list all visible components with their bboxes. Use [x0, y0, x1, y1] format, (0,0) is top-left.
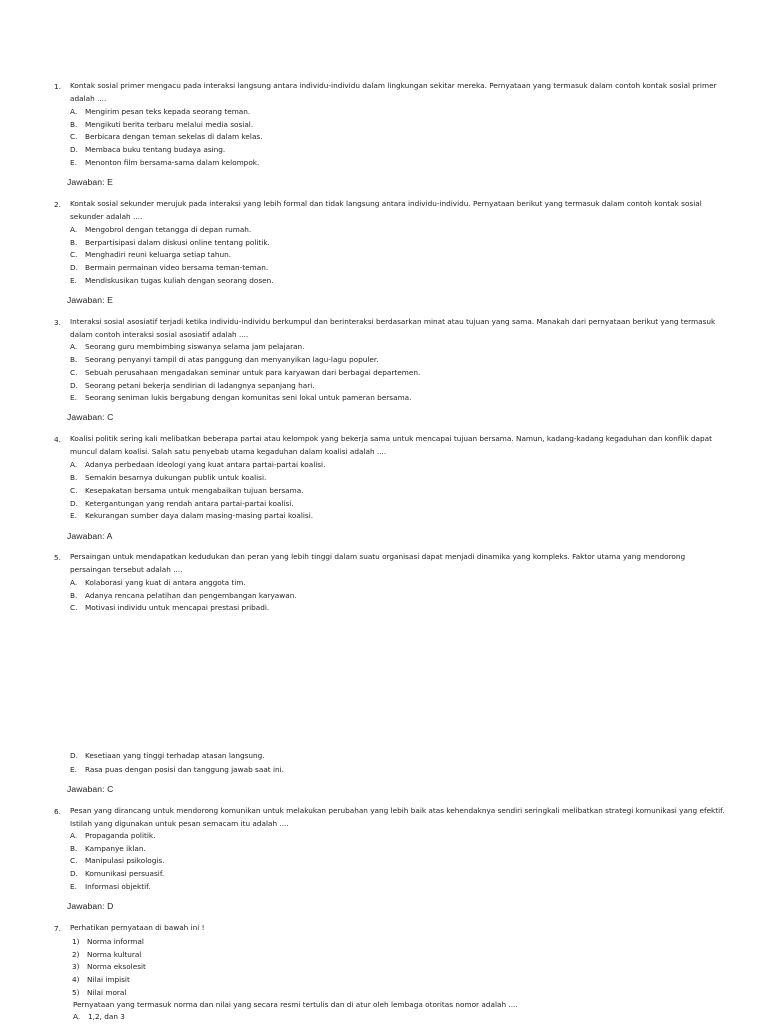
option-letter: B.	[70, 591, 78, 600]
answer-label: Jawaban: E	[67, 177, 113, 187]
option-text: Manipulasi psikologis.	[85, 856, 165, 865]
question-text: Interaksi sosial asosiatif terjadi ketika individu-individu berkumpul dan berinteraksi berdasarkan minat atau tujuan yang sama. Manakah dari pernyataan berikut yang termasuk dalam contoh interaksi sosial asosiatif adalah ....	[70, 317, 716, 339]
option-letter: D.	[70, 499, 78, 508]
question-text: Kontak sosial primer mengacu pada interaksi langsung antara individu-individu dalam lingkungan sekitar mereka. Pernyataan yang termasuk dalam contoh kontak sosial primer adalah ....	[70, 81, 717, 103]
statement-text: Norma kultural	[87, 950, 142, 959]
question-text: Persaingan untuk mendapatkan kedudukan dan peran yang lebih tinggi dalam suatu organisasi dapat menjadi dinamika yang kompleks. Faktor utama yang mendorong persaingan tersebut adalah ....	[70, 552, 686, 574]
question-text: Kontak sosial sekunder merujuk pada interaksi yang lebih formal dan tidak langsung antara individu-individu. Pernyataan berikut yang termasuk dalam contoh kontak sosial sekunder adalah ....	[70, 199, 702, 221]
option-text: Propaganda politik.	[85, 831, 156, 840]
answer-label: Jawaban: C	[67, 784, 114, 794]
option-text: Ketergantungan yang rendah antara partai-partai koalisi.	[85, 499, 294, 508]
option-letter: B.	[70, 120, 78, 129]
option-text: 1,2, dan 3	[88, 1012, 125, 1021]
question-number: 6.	[54, 807, 61, 816]
option-letter: D.	[70, 263, 78, 272]
statement-text: Nilai moral	[87, 988, 127, 997]
option-text: Seorang penyanyi tampil di atas panggung dan menyanyikan lagu-lagu populer.	[85, 355, 379, 364]
answer-label: Jawaban: C	[67, 412, 114, 422]
option-letter: A.	[70, 225, 78, 234]
option-text: Membaca buku tentang budaya asing.	[85, 145, 226, 154]
statement-text: Norma informal	[87, 937, 144, 946]
answer-label: Jawaban: A	[67, 531, 113, 541]
option-letter: B.	[70, 473, 78, 482]
option-letter: C.	[70, 486, 78, 495]
option-text: Komunikasi persuasif.	[85, 869, 165, 878]
option-text: Mengirim pesan teks kepada seorang teman.	[85, 107, 251, 116]
option-letter: D.	[70, 145, 78, 154]
statement-text: Nilai impisit	[87, 975, 130, 984]
option-letter: C.	[70, 603, 78, 612]
option-letter: E.	[70, 765, 77, 774]
question-number: 1.	[54, 82, 61, 91]
option-text: Berpartisipasi dalam diskusi online tentang politik.	[85, 238, 270, 247]
option-text: Adanya rencana pelatihan dan pengembangan karyawan.	[85, 591, 297, 600]
option-text: Mengikuti berita terbaru melalui media sosial.	[85, 120, 254, 129]
option-letter: B.	[70, 238, 78, 247]
option-text: Berbicara dengan teman sekelas di dalam kelas.	[85, 132, 263, 141]
statement-number: 1)	[72, 937, 80, 946]
option-letter: D.	[70, 751, 78, 760]
option-text: Seorang petani bekerja sendirian di ladangnya sepanjang hari.	[85, 381, 315, 390]
option-text: Seorang guru membimbing siswanya selama jam pelajaran.	[85, 342, 305, 351]
option-text: Menghadiri reuni keluarga setiap tahun.	[85, 250, 232, 259]
option-letter: D.	[70, 869, 78, 878]
option-letter: C.	[70, 132, 78, 141]
question-number: 7.	[54, 924, 61, 933]
option-text: Bermain permainan video bersama teman-teman.	[85, 263, 269, 272]
option-text: Semakin besarnya dukungan publik untuk koalisi.	[85, 473, 267, 482]
question-number: 3.	[54, 318, 61, 327]
option-text: Motivasi individu untuk mencapai prestasi pribadi.	[85, 603, 270, 612]
option-letter: E.	[70, 158, 77, 167]
option-letter: A.	[70, 831, 78, 840]
option-letter: B.	[70, 355, 78, 364]
option-letter: A.	[70, 460, 78, 469]
statement-number: 5)	[72, 988, 80, 997]
option-letter: C.	[70, 856, 78, 865]
option-letter: A.	[70, 342, 78, 351]
option-text: Adanya perbedaan ideologi yang kuat antara partai-partai koalisi.	[85, 460, 326, 469]
answer-label: Jawaban: E	[67, 295, 113, 305]
question-text: Koalisi politik sering kali melibatkan beberapa partai atau kelompok yang bekerja sama untuk mencapai tujuan bersama. Namun, kadang-kadang kegaduhan dan konflik dapat muncul dalam koalisi. Salah satu penyebab utama kegaduhan dalam koalisi adalah ....	[70, 434, 712, 456]
option-text: Sebuah perusahaan mengadakan seminar untuk para karyawan dari berbagai departemen.	[85, 368, 421, 377]
option-text: Kesetiaan yang tinggi terhadap atasan langsung.	[85, 751, 265, 760]
option-text: Informasi objektif.	[85, 882, 151, 891]
option-text: Mengobrol dengan tetangga di depan rumah.	[85, 225, 252, 234]
option-letter: C.	[70, 250, 78, 259]
question-number: 4.	[54, 435, 61, 444]
question-prompt: Pernyataan yang termasuk norma dan nilai yang secara resmi tertulis dan di atur oleh lembaga otoritas nomor adalah ....	[73, 1000, 518, 1009]
option-text: Kolaborasi yang kuat di antara anggota tim.	[85, 578, 246, 587]
option-letter: E.	[70, 511, 77, 520]
option-letter: B.	[70, 844, 78, 853]
option-letter: A.	[73, 1012, 81, 1021]
option-text: Seorang seniman lukis bergabung dengan komunitas seni lokal untuk pameran bersama.	[85, 393, 412, 402]
option-letter: E.	[70, 882, 77, 891]
question-text: Perhatikan pernyataan di bawah ini !	[70, 923, 205, 932]
option-letter: E.	[70, 276, 77, 285]
statement-number: 4)	[72, 975, 80, 984]
question-text: Pesan yang dirancang untuk mendorong komunikan untuk melakukan perubahan yang lebih baik atas kehendaknya sendiri seringkali melibatkan strategi komunikasi yang efektif. Istilah yang digunakan untuk pesan semacam itu adalah ....	[70, 806, 725, 828]
option-text: Kesepakatan bersama untuk mengabaikan tujuan bersama.	[85, 486, 304, 495]
statement-text: Norma eksolesit	[87, 962, 146, 971]
option-text: Rasa puas dengan posisi dan tanggung jawab saat ini.	[85, 765, 284, 774]
option-letter: E.	[70, 393, 77, 402]
option-letter: D.	[70, 381, 78, 390]
option-letter: A.	[70, 107, 78, 116]
option-text: Menonton film bersama-sama dalam kelompok.	[85, 158, 260, 167]
statement-number: 2)	[72, 950, 80, 959]
statement-number: 3)	[72, 962, 80, 971]
option-letter: A.	[70, 578, 78, 587]
question-number: 2.	[54, 200, 61, 209]
option-text: Mendiskusikan tugas kuliah dengan seorang dosen.	[85, 276, 274, 285]
option-letter: C.	[70, 368, 78, 377]
answer-label: Jawaban: D	[67, 901, 114, 911]
question-number: 5.	[54, 553, 61, 562]
option-text: Kampanye iklan.	[85, 844, 146, 853]
option-text: Kekurangan sumber daya dalam masing-masing partai koalisi.	[85, 511, 314, 520]
